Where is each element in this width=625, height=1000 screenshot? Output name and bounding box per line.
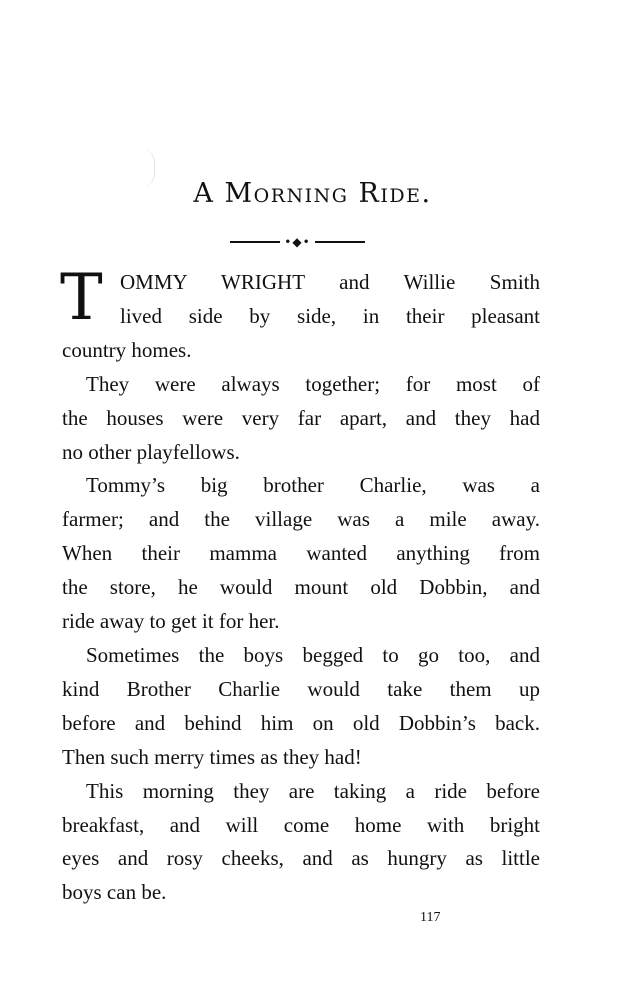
paragraph-5 [62,775,540,911]
text-line: breakfast, and will come home with bright [62,812,540,837]
text-line: Sometimes the boys begged to go too, and [86,642,540,667]
text-line: Tommy’s big brother Charlie, was a [86,473,540,498]
text-line: Then such merry times as they had! [62,744,362,769]
page-number: 117 [420,910,441,925]
paragraph-4 [62,639,540,775]
text-line: country homes. [62,337,192,362]
page-title: A Morning Ride. [193,178,432,209]
paragraph-1 [60,261,540,368]
text-line: the houses were very far apart, and they had [62,405,540,430]
text-line: They were always together; for most of [86,371,540,396]
text-line: When their mamma wanted anything from [62,541,540,566]
ornament-rule-right [315,241,365,243]
text-line: before and behind him on old Dobbin’s back. [62,710,540,735]
text-line: eyes and rosy cheeks, and as hungry as little [62,846,540,871]
text-line: This morning they are taking a ride before [86,778,540,803]
text-line: boys can be. [62,880,167,905]
text-line: the store, he would mount old Dobbin, and [62,575,540,600]
text-line: farmer; and the village was a mile away. [62,507,540,532]
ornament-rule-left [230,241,280,243]
paragraph-3 [62,469,540,639]
paragraph-2 [62,368,540,470]
story-text [60,261,540,910]
ornament-dots: •◆• [284,235,311,249]
text-line: lived side by side, in their pleasant [120,303,540,328]
title-ornament [230,232,365,252]
text-line: ride away to get it for her. [62,609,280,634]
drop-cap: T [60,261,103,335]
text-line: kind Brother Charlie would take them up [62,676,540,701]
text-line: OMMY WRIGHT and Willie Smith [120,270,540,294]
text-line: no other playfellows. [62,439,240,464]
